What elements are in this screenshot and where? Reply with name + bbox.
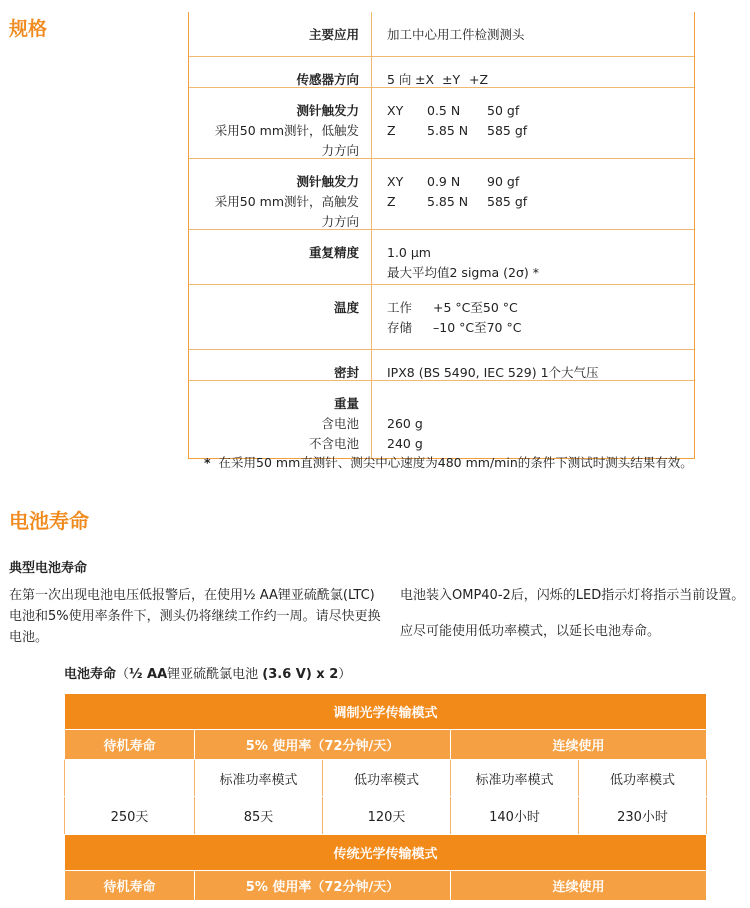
spec-row — [189, 56, 694, 87]
spec-value-cell: +5 °C至50 °C — [433, 300, 518, 315]
typical-battery-life-title: 典型电池寿命 — [9, 561, 88, 576]
modulated-mode-header: 调制光学传输模式 — [65, 694, 707, 730]
continuous-header-2: 连续使用 — [451, 871, 707, 901]
spec-value-cell: ±Y — [442, 72, 461, 87]
spec-value-cell: 1.0 µm — [387, 245, 431, 260]
spec-row — [189, 229, 694, 284]
spec-label — [189, 12, 372, 56]
spec-label-title: 主要应用 — [308, 27, 359, 42]
footnote — [204, 453, 693, 471]
spec-label-title: 传感器方向 — [296, 72, 359, 87]
spec-row — [189, 349, 694, 380]
paragraph-right-2: 应尽可能使用低功率模式，以延长电池寿命。 — [400, 624, 661, 639]
paragraph-right-1: 电池装入OMP40-2后，闪烁的LED指示灯将指示当前设置。 — [400, 588, 745, 603]
spec-value-line — [387, 243, 694, 263]
legacy-mode-header: 传统光学传输模式 — [65, 835, 707, 871]
spec-label — [189, 159, 372, 229]
spec-row — [189, 284, 694, 349]
battery-table-title-size: ½ AA — [129, 667, 168, 682]
spec-label — [189, 381, 372, 458]
spec-value-cell: 90 gf — [487, 174, 520, 189]
battery-table-title-type: 锂亚硫酰氯电池 — [167, 667, 263, 682]
spec-value-cell: 加工中心用工件检测测头 — [387, 27, 525, 42]
spec-value-cell: 0.5 N — [427, 103, 461, 118]
spec-heading: 规格 — [9, 18, 48, 40]
spec-label — [189, 57, 372, 87]
subheader-blank — [65, 760, 195, 797]
spec-label — [189, 350, 372, 380]
battery-table-title-bold: 电池寿命 — [64, 667, 117, 682]
subheader-standard-1: 标准功率模式 — [195, 760, 323, 797]
usage-header-2: 5% 使用率（72分钟/天） — [195, 871, 451, 901]
spec-value-cell: 5.85 N — [427, 194, 469, 209]
footnote-star: * — [204, 455, 211, 470]
subheader-low-2: 低功率模式 — [579, 760, 707, 797]
spec-value-cell: 存储 — [387, 320, 413, 335]
spec-value-line — [387, 263, 694, 283]
spec-value — [372, 230, 694, 284]
spec-label-note: 含电池 — [321, 416, 359, 431]
battery-table-title-voltage: (3.6 V) x 2 — [262, 667, 339, 682]
continuous-header: 连续使用 — [451, 730, 707, 760]
spec-label-title: 重量 — [333, 396, 359, 411]
spec-label-note: 采用50 mm测针，低触发 — [214, 123, 359, 138]
spec-value-cell: Z — [387, 123, 396, 138]
spec-value-cell: 5.85 N — [427, 123, 469, 138]
spec-label — [189, 88, 372, 158]
spec-value-line — [387, 121, 694, 141]
spec-value-cell: 最大平均值2 sigma (2σ) * — [387, 265, 540, 280]
spec-value-cell: ±X — [415, 72, 435, 87]
spec-value-line — [387, 192, 694, 212]
spec-value — [372, 381, 694, 458]
spec-value-cell: –10 °C至70 °C — [433, 320, 522, 335]
spec-label-title: 测针触发力 — [296, 174, 359, 189]
spec-row — [189, 158, 694, 229]
spec-label-title: 重复精度 — [308, 245, 359, 260]
spec-value-line — [387, 70, 694, 90]
spec-label-title: 测针触发力 — [296, 103, 359, 118]
spec-value-cell: 585 gf — [487, 123, 528, 138]
spec-row — [189, 12, 694, 56]
standby-header: 待机寿命 — [65, 730, 195, 760]
value-standby: 250天 — [65, 797, 195, 835]
spec-value — [372, 88, 694, 158]
standby-header-2: 待机寿命 — [65, 871, 195, 901]
battery-heading: 电池寿命 — [9, 509, 89, 533]
spec-value-cell: XY — [387, 103, 404, 118]
battery-life-table — [64, 693, 707, 901]
value-continuous-low: 230小时 — [579, 797, 707, 835]
spec-value-cell: +Z — [469, 72, 489, 87]
spec-value — [372, 285, 694, 349]
spec-value-cell: 585 gf — [487, 194, 528, 209]
usage-header: 5% 使用率（72分钟/天） — [195, 730, 451, 760]
battery-table-title-close: ） — [338, 667, 352, 682]
spec-value-cell: 工作 — [387, 300, 413, 315]
spec-value-cell: XY — [387, 174, 404, 189]
paragraph-left: 在第一次出现电池电压低报警后，在使用½ AA锂亚硫酰氯(LTC) 电池和5%使用率条件下，测头仍将继续工作约一周。请尽快更换电池。 — [9, 588, 381, 645]
spec-label-title: 密封 — [333, 365, 359, 380]
footnote-text: 在采用50 mm直测针、测尖中心速度为480 mm/min的条件下测试时测头结果有效。 — [218, 455, 693, 470]
value-usage-low: 120天 — [323, 797, 451, 835]
spec-label-note: 不含电池 — [308, 436, 359, 451]
spec-row — [189, 87, 694, 158]
spec-value-cell: 260 g — [387, 416, 423, 431]
spec-label-note: 采用50 mm测针，高触发 — [214, 194, 359, 209]
spec-value-line — [387, 298, 694, 318]
spec-value-line — [387, 318, 694, 338]
spec-value-line — [387, 434, 694, 454]
spec-value-line — [387, 363, 694, 383]
spec-value-line — [387, 414, 694, 434]
spec-value — [372, 57, 694, 87]
spec-value-cell: Z — [387, 194, 396, 209]
spec-label-note: 力方向 — [321, 143, 359, 158]
subheader-low-1: 低功率模式 — [323, 760, 451, 797]
spec-value-cell: 0.9 N — [427, 174, 461, 189]
spec-value-line — [387, 25, 694, 45]
spec-table — [188, 12, 695, 459]
value-usage-standard: 85天 — [195, 797, 323, 835]
subheader-standard-2: 标准功率模式 — [451, 760, 579, 797]
spec-value-cell: 5 向 — [387, 72, 412, 87]
value-continuous-standard: 140小时 — [451, 797, 579, 835]
spec-value-cell: 240 g — [387, 436, 423, 451]
spec-value-line — [387, 172, 694, 192]
spec-value-line — [387, 101, 694, 121]
spec-label — [189, 230, 372, 284]
spec-value-line — [387, 394, 694, 414]
battery-table-title — [64, 663, 351, 682]
spec-label — [189, 285, 372, 349]
spec-label-note: 力方向 — [321, 214, 359, 229]
battery-table-title-paren: （ — [116, 667, 130, 682]
spec-value — [372, 12, 694, 56]
spec-label-title: 温度 — [333, 300, 359, 315]
spec-value-cell: IPX8 (BS 5490, IEC 529) 1个大气压 — [387, 365, 599, 380]
spec-value — [372, 159, 694, 229]
spec-value — [372, 350, 694, 380]
spec-row — [189, 380, 694, 458]
spec-value-cell: 50 gf — [487, 103, 520, 118]
